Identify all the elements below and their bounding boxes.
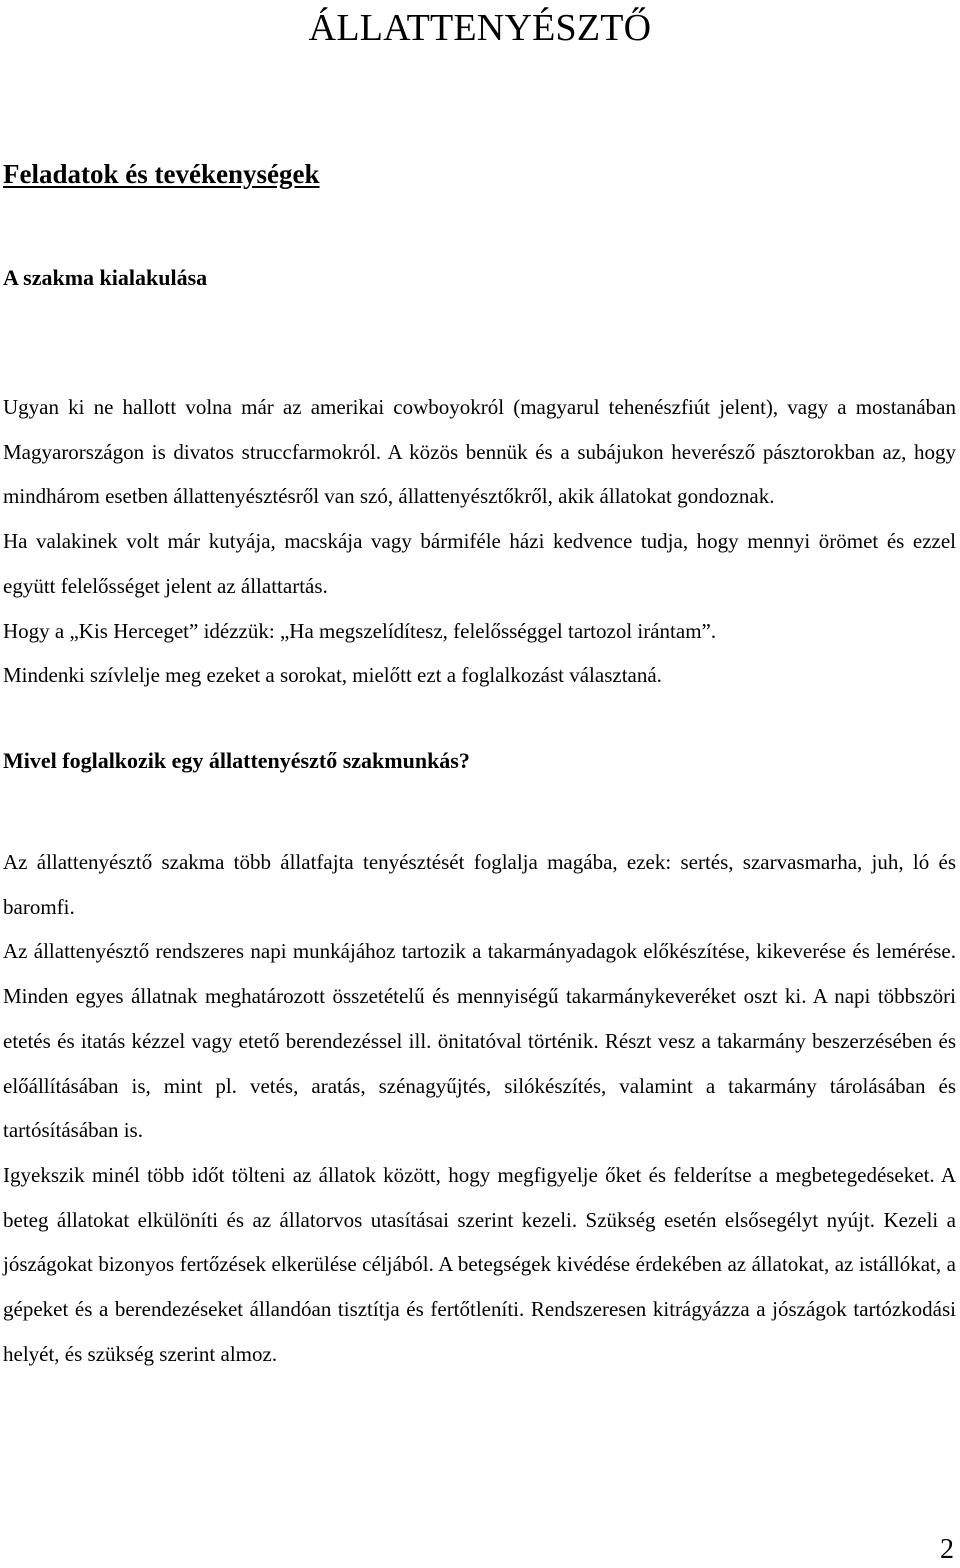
question-heading: Mivel foglalkozik egy állattenyésztő szakmunkás? xyxy=(3,748,470,773)
document-title: ÁLLATTENYÉSZTŐ xyxy=(308,7,652,49)
subheading-origin: A szakma kialakulása xyxy=(3,265,208,290)
intro-paragraph: Hogy a „Kis Herceget” idézzük: „Ha megszelídítesz, felelősséggel tartozol irántam”. xyxy=(3,618,717,643)
intro-text-block xyxy=(3,385,956,698)
intro-paragraph: Ha valakinek volt már kutyája, macskája vagy bármiféle házi kedvence tudja, hogy mennyi örömet és ezzel együtt felelősséget jelent az állattartás. xyxy=(3,529,956,598)
body-paragraph: Az állattenyésztő rendszeres napi munkájához tartozik a takarmányadagok előkészítése, kikeverése és lemérése. Minden egyes állatnak meghatározott összetételű és mennyiségű takarmánykeveréket oszt ki. A napi többszöri etetés és itatás kézzel vagy etető berendezéssel ill. önitatóval történik. Részt vesz a takarmány beszerzésében és előállításában is, mint pl. vetés, aratás, szénagyűjtés, silókészítés, valamint a takarmány tárolásában és tartósításában is. xyxy=(3,939,956,1143)
page-number: 2 xyxy=(940,1534,954,1565)
body-paragraph: Igyekszik minél több időt tölteni az állatok között, hogy megfigyelje őket és felderítse a megbetegedéseket. A beteg állatokat elkülöníti és az állatorvos utasításai szerint kezeli. Szükség esetén elsősegélyt nyújt. Kezeli a jószágokat bizonyos fertőzések elkerülése céljából. A betegségek kivédése érdekében az állatokat, az istállókat, a gépeket és a berendezéseket állandóan tisztítja és fertőtleníti. Rendszeresen kitrágyázza a jószágok tartózkodási helyét, és szükség szerint almoz. xyxy=(3,1162,956,1366)
intro-paragraph: Mindenki szívlelje meg ezeket a sorokat, mielőtt ezt a foglalkozást választaná. xyxy=(3,663,662,688)
body-paragraph: Az állattenyésztő szakma több állatfajta tenyésztését foglalja magába, ezek: sertés, szarvasmarha, juh, ló és baromfi. xyxy=(3,850,956,919)
body-text-block xyxy=(3,840,956,1376)
section-heading: Feladatok és tevékenységek xyxy=(3,159,320,189)
intro-paragraph: Ugyan ki ne hallott volna már az amerikai cowboyokról (magyarul tehenészfiút jelent), vagy a mostanában Magyarországon is divatos struccfarmokról. A közös bennük és a subájukon heverésző pásztorokban az, hogy mindhárom esetben állattenyésztésről van szó, állattenyésztőkről, akik állatokat gondoznak. xyxy=(3,395,956,509)
